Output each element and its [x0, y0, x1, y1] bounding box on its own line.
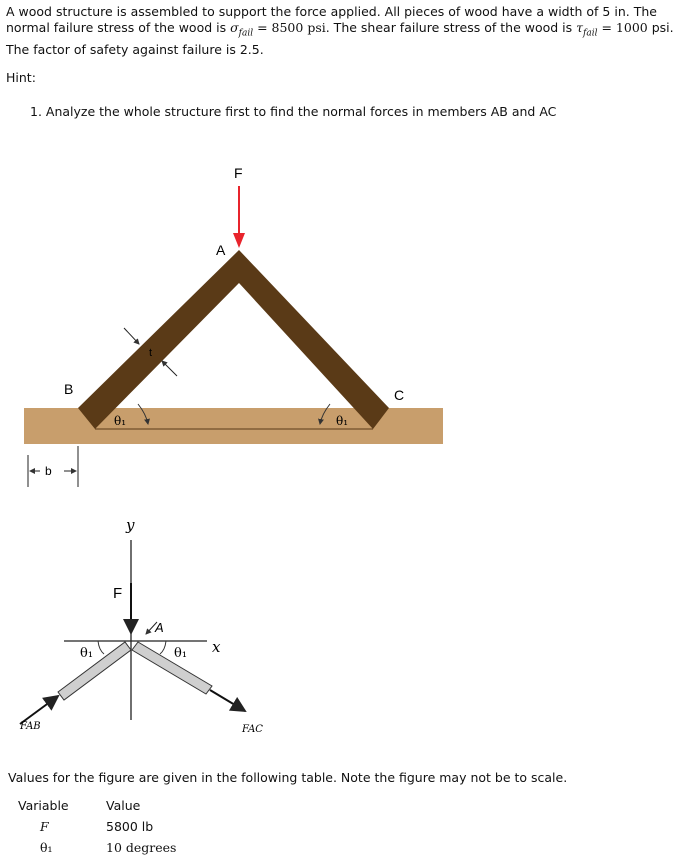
statement-part1: A wood structure is assembled to support the force applied. All pieces of wood have a width of 5 in. The normal failure stress of the wood is	[6, 4, 657, 35]
thickness-arrow-outer	[124, 328, 139, 344]
thickness-arrow-inner	[162, 361, 177, 376]
table-cell-value: 5800 lb	[106, 819, 154, 834]
fig1-label-b: B	[64, 381, 74, 397]
fig1-label-t: t	[149, 347, 153, 359]
fbd-rod-ab	[58, 642, 131, 700]
table-header-variable: Variable	[18, 798, 69, 813]
values-table	[18, 795, 176, 858]
sigma-subscript: fail	[238, 28, 254, 39]
table-cell-variable: F	[40, 819, 49, 834]
fbd-theta-left: θ₁	[80, 646, 94, 661]
table-header-row	[18, 795, 176, 816]
fbd-label-f: F	[113, 585, 123, 602]
fbd-label-fab: FAB	[20, 721, 41, 732]
fig1-label-f: F	[234, 165, 243, 181]
hint-item-1: 1. Analyze the whole structure first to find the normal forces in members AB and AC	[30, 104, 557, 119]
figure-caption: Values for the figure are given in the following table. Note the figure may not be to scale.	[8, 770, 568, 785]
table-header-value: Value	[106, 798, 141, 813]
fbd-label-fac: FAC	[242, 724, 263, 735]
fig1-label-b-dim: b	[45, 464, 52, 478]
sigma-value: = 8500 psi	[253, 20, 326, 35]
hint-heading: Hint:	[6, 70, 36, 85]
tau-value: = 1000	[597, 20, 648, 35]
table-row	[18, 816, 176, 837]
fbd-label-y: y	[126, 516, 135, 534]
fig1-theta-right: θ₁	[336, 414, 349, 428]
fbd-force-fac-arrow	[210, 690, 245, 711]
statement-part2: . The shear failure stress of the wood is	[325, 20, 577, 35]
fbd-rod-ac	[132, 642, 212, 694]
tau-symbol: τ	[576, 20, 584, 35]
sigma-symbol: σ	[230, 20, 239, 35]
fig1-label-a: A	[216, 242, 226, 258]
wood-frame	[78, 250, 389, 429]
fbd-force-fab-arrow	[20, 696, 58, 724]
fig1-theta-left: θ₁	[114, 414, 127, 428]
fbd-label-x: x	[212, 638, 221, 656]
fbd-theta-right: θ₁	[174, 646, 188, 661]
tau-subscript: fail	[583, 28, 598, 39]
table-row	[18, 837, 176, 858]
fbd-theta-right-arc	[160, 641, 166, 654]
table-cell-value: 10 degrees	[106, 840, 177, 855]
table-cell-variable: θ₁	[40, 840, 53, 855]
fbd-theta-left-arc	[98, 641, 104, 654]
fig1-label-c: C	[394, 387, 405, 403]
force-f-arrow-head	[233, 233, 245, 248]
statement-part3: psi. The factor of safety against failure is 2.5.	[6, 20, 674, 57]
fbd-label-a: A	[155, 620, 164, 635]
